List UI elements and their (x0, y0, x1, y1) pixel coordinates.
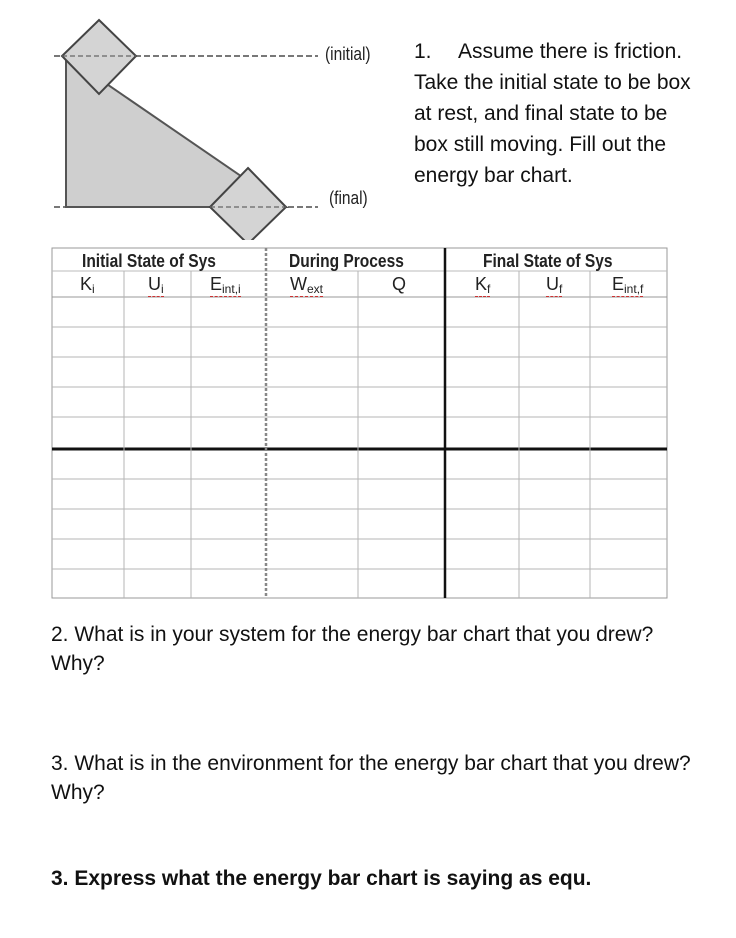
question-3-environment: 3. What is in the environment for the energy bar chart that you drew? Why? (51, 752, 691, 804)
question-1-number: 1. (414, 40, 432, 63)
column-uf: $U_f$ (546, 274, 563, 296)
question-2: 2. What is in your system for the energy bar chart that you drew? Why? (51, 623, 654, 675)
column-wext: $W_{ext}$ (290, 274, 324, 296)
header-during-process: During Process (289, 250, 404, 271)
question-1-text: Assume there is friction. Take the initial state to be box at rest, and final state to be box still moving. Fill out the energy bar chart. (414, 40, 691, 187)
header-final-state: Final State of Sys (483, 250, 613, 271)
column-kf: $K_f$ (475, 274, 491, 296)
header-initial-state: Initial State of Sys (82, 250, 216, 271)
final-label: (final) (329, 188, 368, 208)
initial-label: (initial) (325, 44, 371, 64)
column-q: Q (392, 274, 407, 294)
question-3-equation: 3. Express what the energy bar chart is saying as equ. (51, 867, 592, 890)
question-1 (414, 36, 704, 191)
column-ki: $K_i$ (80, 274, 95, 296)
column-ui: $U_i$ (148, 274, 164, 296)
column-eint-i: $E_{int,i}$ (210, 274, 241, 296)
column-eint-f: $E_{int,f}$ (612, 274, 644, 296)
